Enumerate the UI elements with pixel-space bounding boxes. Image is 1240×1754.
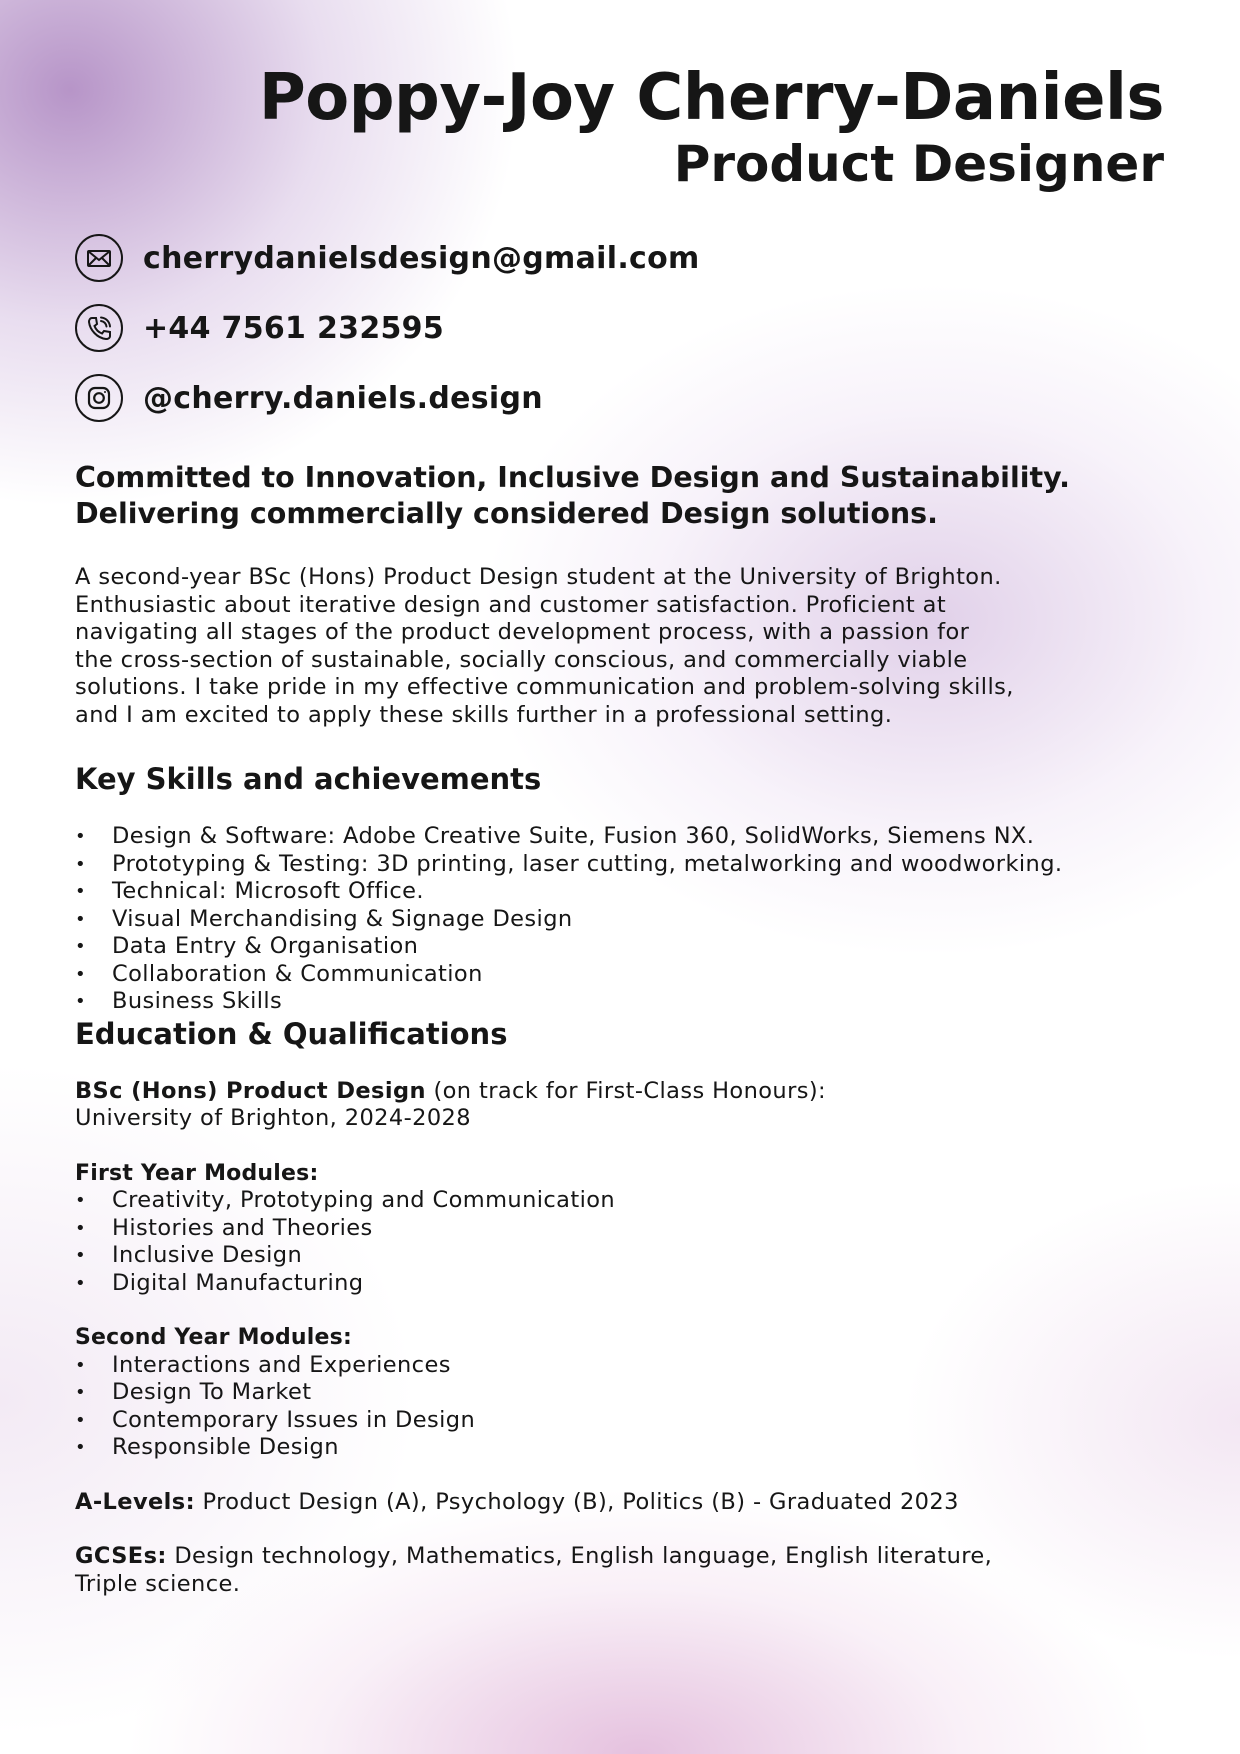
skill-item: • Technical: Microsoft Office. [75, 878, 1175, 906]
skill-item: • Data Entry & Organisation [75, 933, 1175, 961]
phone-icon [75, 304, 123, 352]
second-year-list [75, 1352, 1175, 1462]
first-year-modules [75, 1160, 1175, 1298]
second-year-title: Second Year Modules: [75, 1325, 352, 1350]
summary-line: Enthusiastic about iterative design and customer satisfaction. Proficient at [75, 591, 947, 618]
instagram-text: @cherry.daniels.design [143, 380, 543, 416]
gcses-block [75, 1543, 1175, 1598]
first-year-list [75, 1187, 1175, 1297]
skill-item: • Design & Software: Adobe Creative Suite, Fusion 360, SolidWorks, Siemens NX. [75, 823, 1175, 851]
summary-line: navigating all stages of the product development process, with a passion for [75, 619, 970, 645]
module-item: • Inclusive Design [75, 1242, 1175, 1270]
second-year-modules [75, 1324, 1175, 1462]
module-item: • Digital Manufacturing [75, 1270, 1175, 1298]
contact-list [75, 232, 700, 442]
skills-heading: Key Skills and achievements [75, 762, 542, 796]
candidate-name: Poppy-Joy Cherry-Daniels [258, 61, 1164, 135]
degree-note: (on track for First-Class Honours): [425, 1077, 827, 1104]
summary-line: A second-year BSc (Hons) Product Design student at the University of Brighton. [75, 564, 1002, 590]
phone-text: +44 7561 232595 [143, 310, 445, 346]
skills-list [75, 823, 1175, 1016]
first-year-title: First Year Modules: [75, 1160, 319, 1186]
module-item: • Responsible Design [75, 1434, 1175, 1462]
tagline-line: Delivering commercially considered Design solutions. [75, 497, 938, 530]
alevels-text: Product Design (A), Psychology (B), Politics (B) - Graduated 2023 [194, 1488, 959, 1515]
summary-line: and I am excited to apply these skills further in a professional setting. [75, 701, 893, 728]
skill-item: • Business Skills [75, 988, 1175, 1016]
gcses-label: GCSEs: [75, 1543, 167, 1569]
degree-institution: University of Brighton, 2024-2028 [75, 1105, 471, 1131]
degree-name: BSc (Hons) Product Design [75, 1077, 426, 1104]
summary-line: solutions. I take pride in my effective communication and problem-solving skills, [75, 674, 1014, 700]
module-item: • Histories and Theories [75, 1215, 1175, 1243]
gcses-text-continued: Triple science. [75, 1570, 241, 1597]
summary-line: the cross-section of sustainable, socially conscious, and commercially viable [75, 646, 968, 673]
email-text: cherrydanielsdesign@gmail.com [143, 240, 700, 276]
skill-item: • Visual Merchandising & Signage Design [75, 906, 1175, 934]
module-item: • Design To Market [75, 1379, 1175, 1407]
job-title: Product Designer [673, 135, 1164, 193]
alevels-label: A-Levels: [75, 1488, 195, 1515]
gcses-text: Design technology, Mathematics, English language, English literature, [166, 1543, 993, 1569]
header [259, 60, 1164, 192]
email-icon [75, 234, 123, 282]
contact-instagram[interactable] [75, 372, 700, 424]
education-heading: Education & Qualifications [75, 1016, 508, 1051]
skill-item: • Prototyping & Testing: 3D printing, laser cutting, metalworking and woodworking. [75, 851, 1175, 879]
tagline-line: Committed to Innovation, Inclusive Design and Sustainability. [75, 461, 1070, 494]
module-item: • Contemporary Issues in Design [75, 1407, 1175, 1435]
module-item: • Interactions and Experiences [75, 1352, 1175, 1380]
instagram-icon [75, 374, 123, 422]
main-content [75, 460, 1175, 1598]
degree-block [75, 1078, 1175, 1133]
alevels-block [75, 1489, 1175, 1517]
tagline [75, 460, 1175, 532]
contact-email[interactable] [75, 232, 700, 284]
personal-summary [75, 564, 1175, 729]
contact-phone[interactable] [75, 302, 700, 354]
module-item: • Creativity, Prototyping and Communication [75, 1187, 1175, 1215]
skill-item: • Collaboration & Communication [75, 961, 1175, 989]
